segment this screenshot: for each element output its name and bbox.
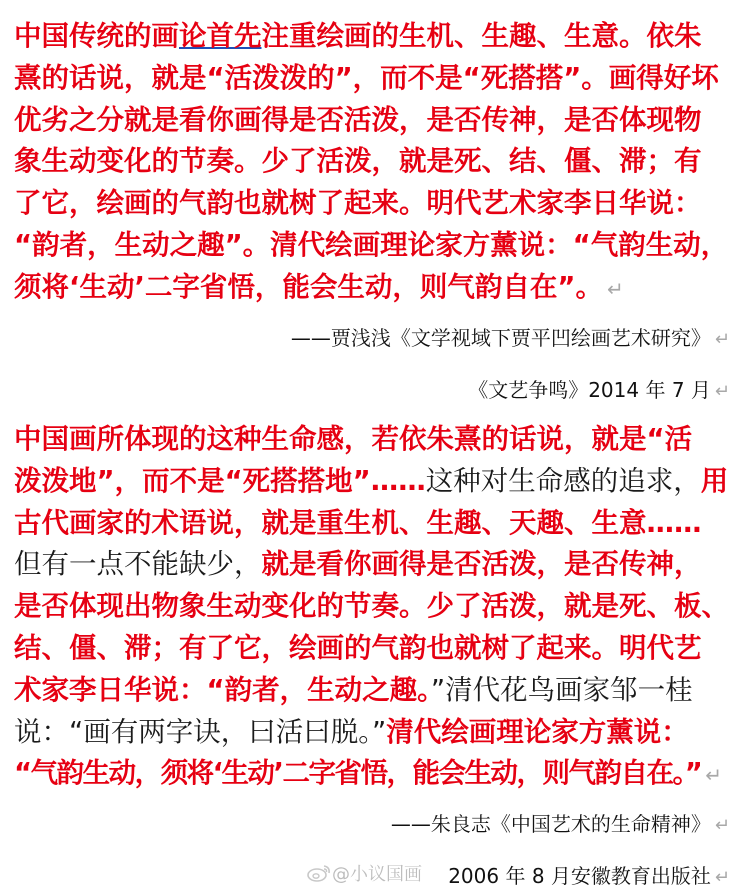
- quote1-line: 熹的话说，就是“活泼泼的”，而不是“死搭搭”。画得好坏: [14, 61, 719, 94]
- quote2-line: 是否体现出物象生动变化的节奏。少了活泼，就是死、板、: [14, 590, 729, 623]
- quote2-line: 泼泼地”，而不是“死搭搭地”……这种对生命感的追求，用: [14, 464, 729, 497]
- quote2-line: 说：“画有两字诀，曰活曰脱。”清代绘画理论家方薰说：: [14, 715, 689, 748]
- quote2-line: 中国画所体现的这种生命感，若依朱熹的话说，就是“活: [14, 423, 693, 455]
- quote1-line: 了它，绘画的气韵也就树了起来。明代艺术家李日华说：: [14, 187, 702, 220]
- return-mark-icon: ↵: [606, 276, 624, 301]
- quote1-line: 中国传统的画论首先注重绘画的生机、生趣、生意。依朱: [14, 20, 702, 52]
- weibo-logo-icon: [306, 863, 332, 883]
- watermark: @小议国画: [306, 860, 422, 886]
- quote-paragraph-2: [14, 419, 729, 795]
- quote2-line: 术家李日华说：“韵者，生动之趣。”清代花鸟画家邹一桂: [14, 673, 693, 706]
- return-mark-icon: ↵: [705, 763, 723, 788]
- underlined-text: 论首先: [179, 20, 262, 52]
- quote1-line: “韵者，生动之趣”。清代绘画理论家方薰说：“气韵生动，: [14, 228, 729, 261]
- quote1-line: 须将‘生动’二字省悟，能会生动，则气韵自在”。 ↵: [14, 270, 624, 303]
- quote2-line: “气韵生动，须将‘生动’二字省悟，能会生动，则气韵自在。” ↵: [14, 757, 723, 790]
- return-mark-icon: ↵: [714, 867, 730, 888]
- publication-2: 2006 年 8 月安徽教育出版社 ↵: [448, 864, 730, 888]
- return-mark-icon: ↵: [714, 815, 730, 836]
- quote1-line: 优劣之分就是看你画得是否活泼，是否传神，是否体现物: [14, 103, 702, 136]
- quote-paragraph-1: [14, 16, 729, 309]
- citation-1: ——贾浅浅《文学视域下贾平凹绘画艺术研究》 ↵: [290, 326, 730, 350]
- return-mark-icon: ↵: [714, 381, 730, 402]
- quote1-line: 象生动变化的节奏。少了活泼，就是死、结、僵、滞；有: [14, 145, 702, 178]
- quote2-line: 结、僵、滞；有了它，绘画的气韵也就树了起来。明代艺: [14, 631, 702, 664]
- quote2-line: 但有一点不能缺少，就是看你画得是否活泼，是否传神，: [14, 548, 702, 581]
- return-mark-icon: ↵: [714, 329, 730, 350]
- publication-1: 《文艺争鸣》2014 年 7 月 ↵: [468, 378, 730, 402]
- quote2-line: 古代画家的术语说，就是重生机、生趣、天趣、生意……: [14, 506, 702, 539]
- citation-2: ——朱良志《中国艺术的生命精神》 ↵: [390, 812, 730, 836]
